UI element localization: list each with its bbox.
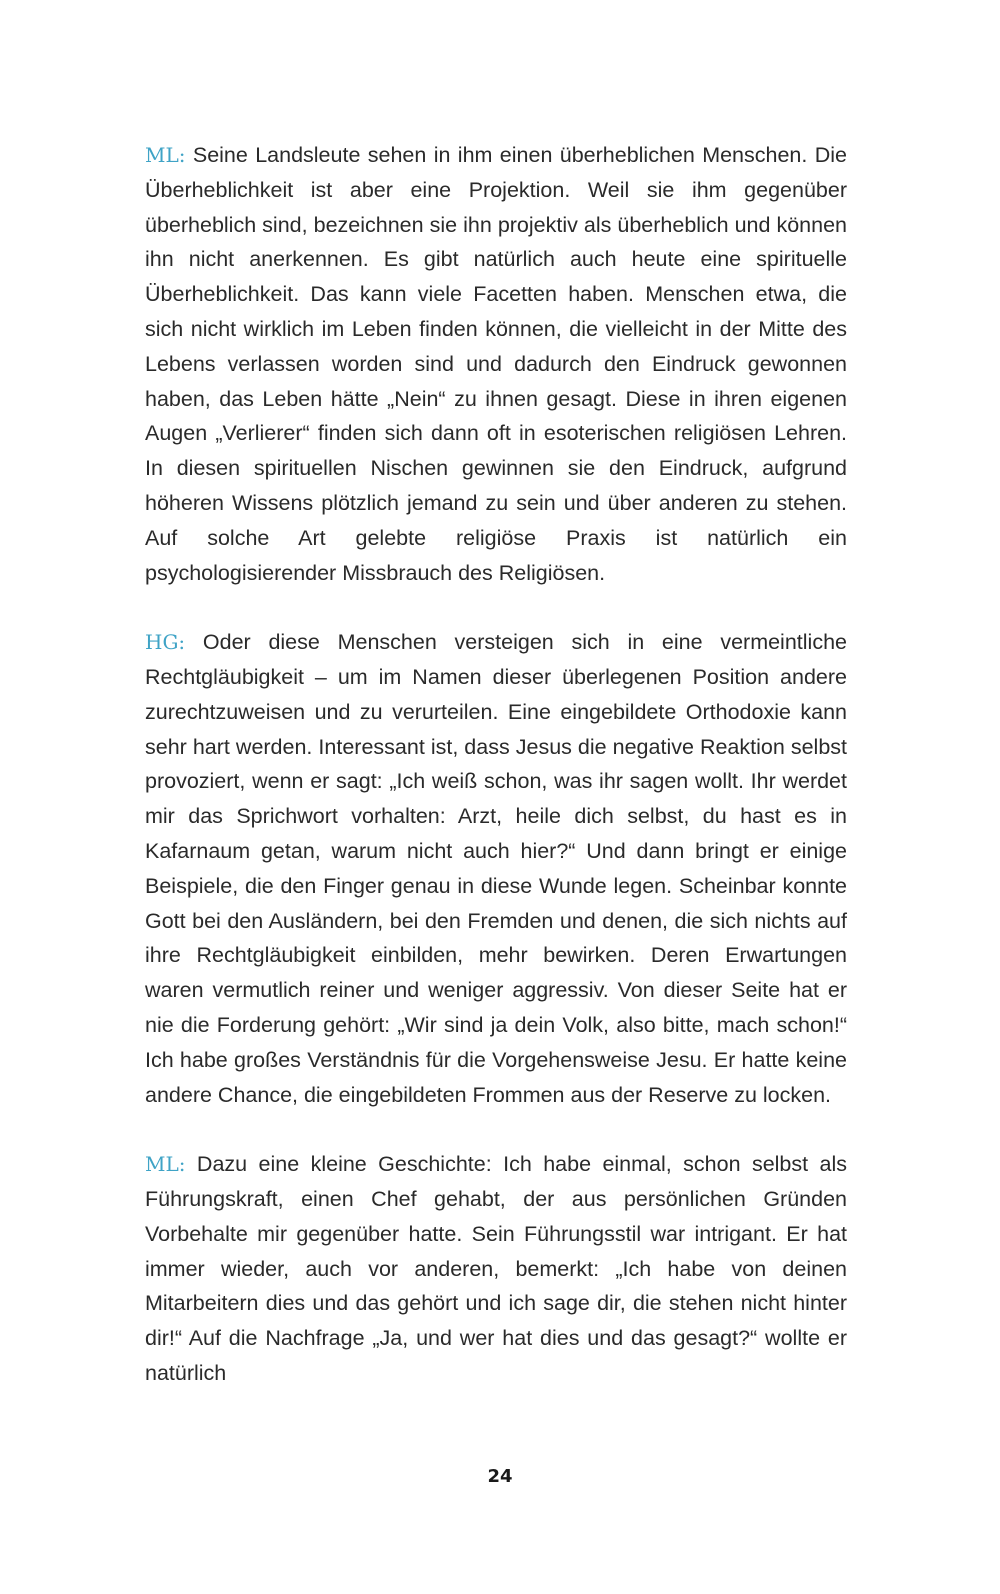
- paragraph-ml-1: [145, 138, 847, 590]
- page-number: 24: [487, 1466, 513, 1487]
- paragraph-hg-1: [145, 625, 847, 1112]
- speaker-label: ML:: [145, 1152, 186, 1177]
- paragraph-text: Dazu eine kleine Geschichte: Ich habe einmal, schon selbst als Führungskraft, einen Chef gehabt, der aus persönlichen Gründen Vorbehalte mir gegenüber hatte. Sein Führungsstil war intrigant. Er hat immer wieder, auch vor anderen, bemerkt: „Ich habe von deinen Mitarbeitern dies und das gehört und ich sage dir, die stehen nicht hinter dir!“ Auf die Nachfrage „Ja, und wer hat dies und das gesagt?“ wollte er natürlich: [145, 1152, 847, 1385]
- body-text: [145, 138, 847, 1425]
- paragraph-ml-2: [145, 1147, 847, 1391]
- speaker-label: ML:: [145, 143, 186, 167]
- paragraph-text: Seine Landsleute sehen in ihm einen überheblichen Menschen. Die Überheblichkeit ist aber eine Projektion. Weil sie ihm gegenüber überheblich sind, bezeichnen sie ihn projektiv als überheblich und können ihn nicht anerkennen. Es gibt natürlich auch heute eine spirituelle Überheblichkeit. Das kann viele Facetten haben. Menschen etwa, die sich nicht wirklich im Leben finden können, die vielleicht in der Mitte des Lebens verlassen worden sind und dadurch den Eindruck gewonnen haben, das Leben hätte „Nein“ zu ihnen gesagt. Diese in ihren eigenen Augen „Verlierer“ finden sich dann oft in esoterischen religiösen Lehren. In diesen spirituellen Nischen gewinnen sie den Eindruck, aufgrund höheren Wissens plötzlich jemand zu sein und über anderen zu stehen. Auf solche Art gelebte religiöse Praxis ist natürlich ein psychologisierender Missbrauch des Religiösen.: [145, 143, 847, 585]
- paragraph-text: Oder diese Menschen versteigen sich in eine vermeintliche Rechtgläubigkeit – um im Namen dieser überlegenen Position andere zurechtzuweisen und zu verurteilen. Eine eingebildete Orthodoxie kann sehr hart werden. Interessant ist, dass Jesus die negative Reaktion selbst provoziert, wenn er sagt: „Ich weiß schon, was ihr sagen wollt. Ihr werdet mir das Sprichwort vorhalten: Arzt, heile dich selbst, du hast es in Kafarnaum getan, warum nicht auch hier?“ Und dann bringt er einige Beispiele, die den Finger genau in diese Wunde legen. Scheinbar konnte Gott bei den Ausländern, bei den Fremden und denen, die sich nichts auf ihre Rechtgläubigkeit einbilden, mehr bewirken. Deren Erwartungen waren vermutlich reiner und weniger aggressiv. Von dieser Seite hat er nie die Forderung gehört: „Wir sind ja dein Volk, also bitte, mach schon!“ Ich habe großes Verständnis für die Vorgehensweise Jesu. Er hatte keine andere Chance, die eingebildeten Frommen aus der Reserve zu locken.: [145, 630, 847, 1107]
- speaker-label: HG:: [145, 630, 186, 655]
